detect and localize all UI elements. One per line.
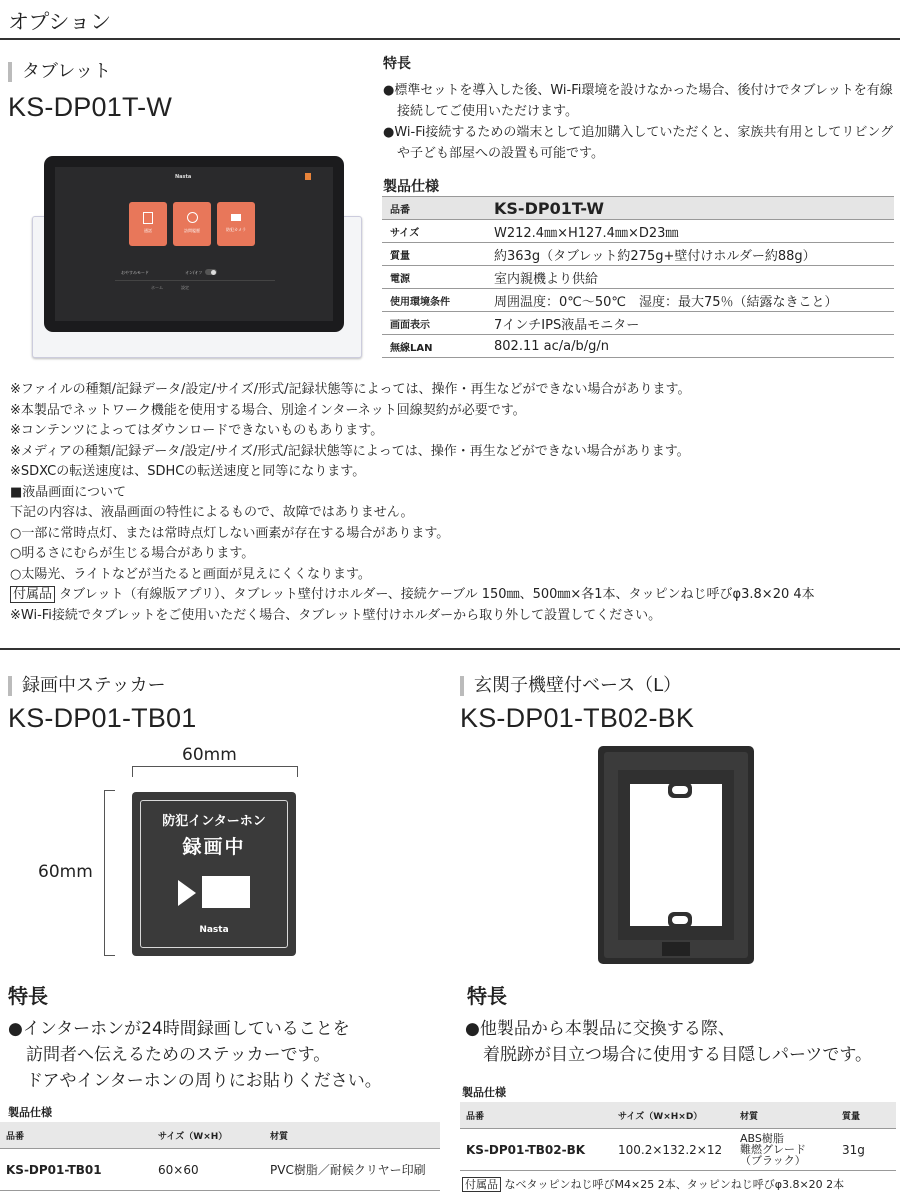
table-row: 品番 KS-DP01T-W — [382, 197, 894, 220]
tablet-features — [383, 80, 895, 164]
base-feature-line: 着脱跡が目立つ場合に使用する目隠しパーツです。 — [483, 1045, 872, 1065]
tile-camera[interactable]: 防犯カメラ — [217, 202, 255, 246]
width-dimension-label: 60mm — [182, 745, 237, 765]
note-line: ※ファイルの種類/記録データ/設定/サイズ/形式/記録状態等によっては、操作・再生などができない場合があります。 — [10, 382, 691, 397]
height-dimension-line — [104, 790, 115, 956]
tablet-product-image — [28, 150, 364, 360]
tablet-feature-1: ●標準セットを導入した後、Wi-Fi環境を設けなかった場合、後付けでタブレットを有線接続してご使用いただけます。 — [383, 83, 893, 119]
note-line: ○明るさにむらが生じる場合があります。 — [10, 546, 255, 561]
table-row: KS-DP01-TB02-BK 100.2×132.2×12 ABS樹脂 難燃グレード （ブラック） 31g — [460, 1129, 896, 1171]
section-divider — [0, 648, 900, 650]
tile-call[interactable]: 通話 — [129, 202, 167, 246]
door-icon — [143, 212, 153, 224]
tablet-notes — [10, 380, 895, 626]
tablet-model-number: KS-DP01T-W — [8, 92, 173, 122]
table-row: KS-DP01-TB01 60×60 PVC樹脂／耐候クリヤー印刷 — [0, 1149, 440, 1191]
table-row: 品番 サイズ（W×H） 材質 — [0, 1122, 440, 1149]
base-feature-line: ●他製品から本製品に交換する際、 — [465, 1019, 735, 1039]
nav-home[interactable]: ホーム — [151, 285, 163, 290]
tablet-section-label: タブレット — [8, 62, 111, 82]
sticker-line-2: 録画中 — [182, 836, 246, 858]
sticker-image — [132, 792, 296, 956]
header-divider — [0, 38, 900, 40]
tablet-features-heading: 特長 — [383, 56, 411, 72]
table-row: 画面表示 7インチIPS液晶モニター — [382, 312, 894, 335]
note-line: ※メディアの種類/記録データ/設定/サイズ/形式/記録状態等によっては、操作・再生などができない場合があります。 — [10, 443, 690, 459]
tablet-screen — [55, 167, 333, 321]
sticker-feature-line: 訪問者へ伝えるためのステッカーです。 — [26, 1045, 331, 1065]
note-line: ※SDXCの転送速度は、SDHCの転送速度と同等になります。 — [10, 464, 366, 479]
accessory-tag: 付属品 — [10, 586, 55, 603]
accessory-line — [10, 585, 895, 606]
bar-divider — [115, 280, 275, 281]
table-row: サイズ W212.4㎜×H127.4㎜×D23㎜ — [382, 220, 894, 243]
sticker-spec-table — [0, 1122, 440, 1191]
battery-icon — [305, 173, 311, 180]
note-line: 下記の内容は、液晶画面の特性によるもので、故障ではありません。 — [10, 505, 414, 520]
sticker-model-number: KS-DP01-TB01 — [8, 703, 197, 733]
note-line: ○一部に常時点灯、または常時点灯しない画素が存在する場合があります。 — [10, 525, 450, 541]
base-accessory-line — [462, 1176, 844, 1192]
height-dimension-label: 60mm — [38, 862, 93, 882]
note-line: ※コンテンツによってはダウンロードできないものもあります。 — [10, 423, 384, 438]
width-dimension-line — [132, 766, 298, 777]
sticker-feature-line: ドアやインターホンの周りにお貼りください。 — [26, 1071, 382, 1091]
table-row: 品番 サイズ（W×H×D） 材質 質量 — [460, 1102, 896, 1129]
sleep-toggle[interactable] — [205, 269, 217, 275]
sleep-mode-label: おやすみモード — [121, 270, 149, 275]
base-section-label: 玄関子機壁付ベース（L） — [460, 676, 681, 696]
base-features — [465, 1016, 895, 1068]
note-line: ※本製品でネットワーク機能を使用する場合、別途インターネット回線契約が必要です。 — [10, 402, 526, 418]
base-model-number: KS-DP01-TB02-BK — [460, 703, 695, 733]
record-icon — [178, 880, 196, 906]
base-spec-heading: 製品仕様 — [462, 1086, 506, 1099]
sticker-feature-line: ●インターホンが24時間録画していることを — [8, 1019, 350, 1039]
wifi-note: ※Wi-Fi接続でタブレットをご使用いただく場合、タブレット壁付けホルダーから取り外して設置してください。 — [10, 607, 662, 623]
wall-base-image — [596, 744, 756, 966]
sticker-section-label: 録画中ステッカー — [8, 676, 166, 696]
base-accessory-tag: 付属品 — [462, 1177, 501, 1192]
tablet-device — [44, 156, 344, 332]
sticker-spec-heading: 製品仕様 — [8, 1106, 52, 1119]
tile-history[interactable]: 訪問履歴 — [173, 202, 211, 246]
tablet-feature-2: ●Wi-Fi接続するための端末として追加購入していただくと、家族共有用としてリビングや子ども部屋への設置も可能です。 — [383, 125, 894, 161]
clock-icon — [187, 212, 198, 223]
base-accessory-text: なべタッピンねじ呼びM4×25 2本、タッピンねじ呼びφ3.8×20 2本 — [504, 1178, 845, 1191]
table-row: 無線LAN 802.11 ac/a/b/g/n — [382, 335, 894, 358]
note-line: ■液晶画面について — [10, 484, 127, 500]
base-spec-table — [460, 1102, 896, 1171]
note-line: ○太陽光、ライトなどが当たると画面が見えにくくなります。 — [10, 566, 371, 582]
tablet-spec-table — [382, 196, 894, 358]
base-features-heading: 特長 — [467, 984, 507, 1008]
sticker-brand-logo: Nasta — [199, 925, 229, 935]
sticker-line-1: 防犯インターホン — [162, 814, 266, 829]
table-row: 使用環境条件 周囲温度：0℃～50℃ 湿度：最大75％（結露なきこと） — [382, 289, 894, 312]
camera-icon — [231, 214, 241, 221]
tablet-spec-heading: 製品仕様 — [383, 179, 439, 195]
nav-settings[interactable]: 設定 — [181, 285, 189, 290]
page-title: オプション — [8, 10, 112, 34]
sticker-features-heading: 特長 — [8, 984, 48, 1008]
table-row: 電源 室内親機より供給 — [382, 266, 894, 289]
sticker-features — [8, 1016, 428, 1094]
toggle-label: オン/オフ — [185, 270, 203, 275]
table-row: 質量 約363g（タブレット約275g+壁付けホルダー約88g） — [382, 243, 894, 266]
screen-brand-logo: Nasta — [175, 174, 192, 180]
accessory-text: タブレット（有線版アプリ）、タブレット壁付けホルダー、接続ケーブル 150㎜、500㎜×各1本、タッピンねじ呼びφ3.8×20 4本 — [59, 587, 815, 602]
video-frame-icon — [202, 876, 250, 908]
wall-base-frame — [596, 744, 756, 966]
